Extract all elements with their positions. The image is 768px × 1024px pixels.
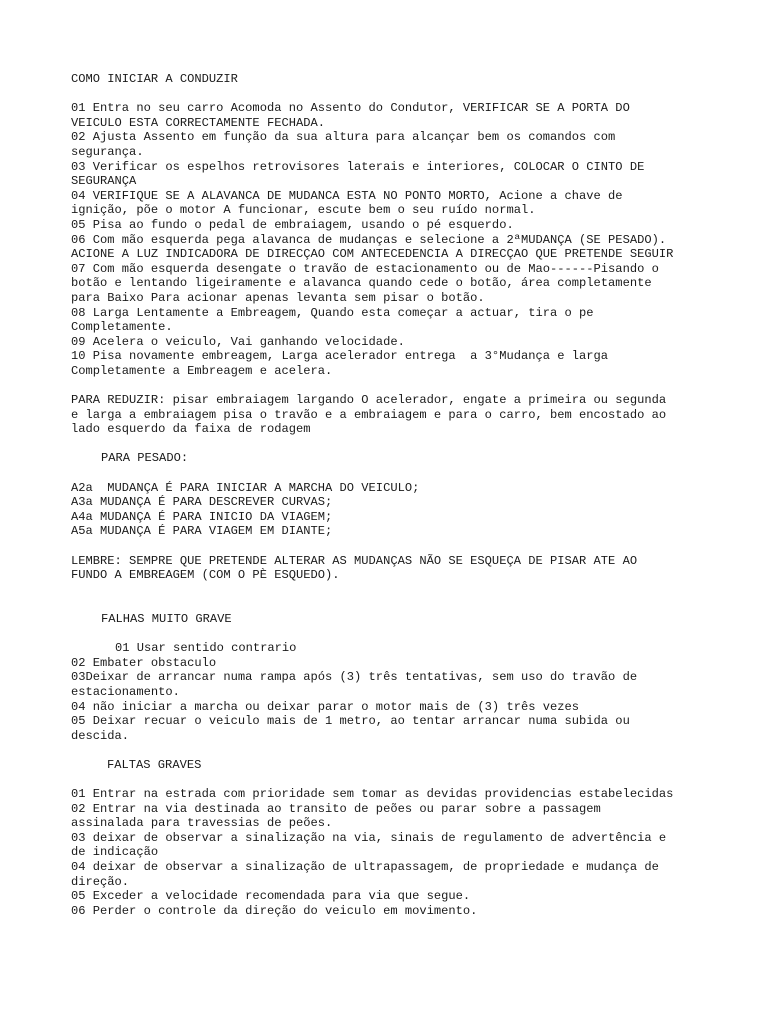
step-line: ACIONE A LUZ INDICADORA DE DIRECÇAO COM ANTECEDENCIA A DIRECÇAO QUE PRETENDE SEGUIR <box>71 247 674 262</box>
falhas-line: descida. <box>71 728 130 743</box>
spacer <box>71 583 711 598</box>
step-line: 09 Acelera o veiculo, Vai ganhando velocidade. <box>71 334 405 349</box>
step-line: Completamente. <box>71 320 173 335</box>
faltas-line: 01 Entrar na estrada com prioridade sem tomar as devidas providencias estabelecidas <box>71 787 674 802</box>
reduzir-line: PARA REDUZIR: pisar embraiagem largando O acelerador, engate a primeira ou segunda <box>71 393 667 408</box>
spacer <box>71 773 711 788</box>
step-line: 02 Ajusta Assento em função da sua altura para alcançar bem os comandos com <box>71 130 616 145</box>
pesado-line: A3a MUDANÇA É PARA DESCREVER CURVAS; <box>71 495 333 510</box>
step-line: segurança. <box>71 144 144 159</box>
pesado-line: A2a MUDANÇA É PARA INICIAR A MARCHA DO VEICULO; <box>71 480 420 495</box>
steps-section <box>71 101 711 378</box>
spacer <box>71 743 711 758</box>
spacer <box>71 466 711 481</box>
faltas-line: 03 deixar de observar a sinalização na via, sinais de regulamento de advertência e <box>71 830 667 845</box>
step-line: SEGURANÇA <box>71 174 137 189</box>
step-line: 05 Pisa ao fundo o pedal de embraiagem, usando o pé esquerdo. <box>71 217 514 232</box>
faltas-line: 06 Perder o controle da direção do veiculo em movimento. <box>71 903 478 918</box>
faltas-line: assinalada para travessias de peões. <box>71 816 333 831</box>
step-line: 04 VERIFIQUE SE A ALAVANCA DE MUDANCA ESTA NO PONTO MORTO, Acione a chave de <box>71 188 623 203</box>
faltas-line: direção. <box>71 874 130 889</box>
step-line: botão e lentando ligeiramente e alavanca quando cede o botão, área completamente <box>71 276 652 291</box>
step-line: 07 Com mão esquerda desengate o travão de estacionamento ou de Mao------Pisando o <box>71 261 659 276</box>
step-line: para Baixo Para acionar apenas levanta sem pisar o botão. <box>71 290 485 305</box>
reduzir-section <box>71 393 711 437</box>
pesado-line: A4a MUDANÇA É PARA INICIO DA VIAGEM; <box>71 509 333 524</box>
spacer <box>71 597 711 612</box>
document-title: COMO INICIAR A CONDUZIR <box>71 72 238 86</box>
spacer <box>71 539 711 554</box>
faltas-section <box>71 787 711 918</box>
falhas-line: 05 Deixar recuar o veiculo mais de 1 metro, ao tentar arrancar numa subida ou <box>71 714 630 729</box>
document-page <box>71 72 711 918</box>
falhas-line: 03Deixar de arrancar numa rampa após (3) três tentativas, sem uso do travão de <box>71 670 638 685</box>
step-line: 06 Com mão esquerda pega alavanca de mudanças e selecione a 2ªMUDANÇA (SE PESADO). <box>71 232 667 247</box>
faltas-heading: FALTAS GRAVES <box>107 757 202 772</box>
spacer <box>71 378 711 393</box>
faltas-line: 05 Exceder a velocidade recomendada para via que segue. <box>71 889 471 904</box>
step-line: VEICULO ESTA CORRECTAMENTE FECHADA. <box>71 115 326 130</box>
reduzir-line: e larga a embraiagem pisa o travão e a embraiagem e para o carro, bem encostado ao <box>71 407 667 422</box>
falhas-heading: FALHAS MUITO GRAVE <box>101 611 232 626</box>
falhas-line: estacionamento. <box>71 684 180 699</box>
lembre-line: FUNDO A EMBREAGEM (COM O PÈ ESQUEDO). <box>71 568 340 583</box>
falhas-line: 02 Embater obstaculo <box>71 655 217 670</box>
faltas-line: de indicação <box>71 845 159 860</box>
pesado-heading: PARA PESADO: <box>101 451 189 466</box>
falhas-line: 01 Usar sentido contrario <box>115 641 297 656</box>
pesado-line: A5a MUDANÇA É PARA VIAGEM EM DIANTE; <box>71 524 333 539</box>
pesado-section <box>71 481 711 539</box>
step-line: Completamente a Embreagem e acelera. <box>71 363 333 378</box>
step-line: 01 Entra no seu carro Acomoda no Assento do Condutor, VERIFICAR SE A PORTA DO <box>71 101 630 116</box>
lembre-line: LEMBRE: SEMPRE QUE PRETENDE ALTERAR AS MUDANÇAS NÃO SE ESQUEÇA DE PISAR ATE AO <box>71 553 638 568</box>
spacer <box>71 87 711 102</box>
lembre-section <box>71 554 711 583</box>
faltas-line: 04 deixar de observar a sinalização de ultrapassagem, de propriedade e mudança de <box>71 860 659 875</box>
falhas-section <box>71 641 711 743</box>
step-line: 10 Pisa novamente embreagem, Larga acelerador entrega a 3°Mudança e larga <box>71 349 609 364</box>
step-line: 08 Larga Lentamente a Embreagem, Quando esta começar a actuar, tira o pe <box>71 305 594 320</box>
reduzir-line: lado esquerdo da faixa de rodagem <box>71 422 311 437</box>
falhas-line: 04 não iniciar a marcha ou deixar parar o motor mais de (3) três vezes <box>71 699 580 714</box>
step-line: 03 Verificar os espelhos retrovisores laterais e interiores, COLOCAR O CINTO DE <box>71 159 645 174</box>
step-line: ignição, põe o motor A funcionar, escute bem o seu ruído normal. <box>71 203 536 218</box>
spacer <box>71 627 711 642</box>
spacer <box>71 437 711 452</box>
faltas-line: 02 Entrar na via destinada ao transito de peões ou parar sobre a passagem <box>71 801 601 816</box>
